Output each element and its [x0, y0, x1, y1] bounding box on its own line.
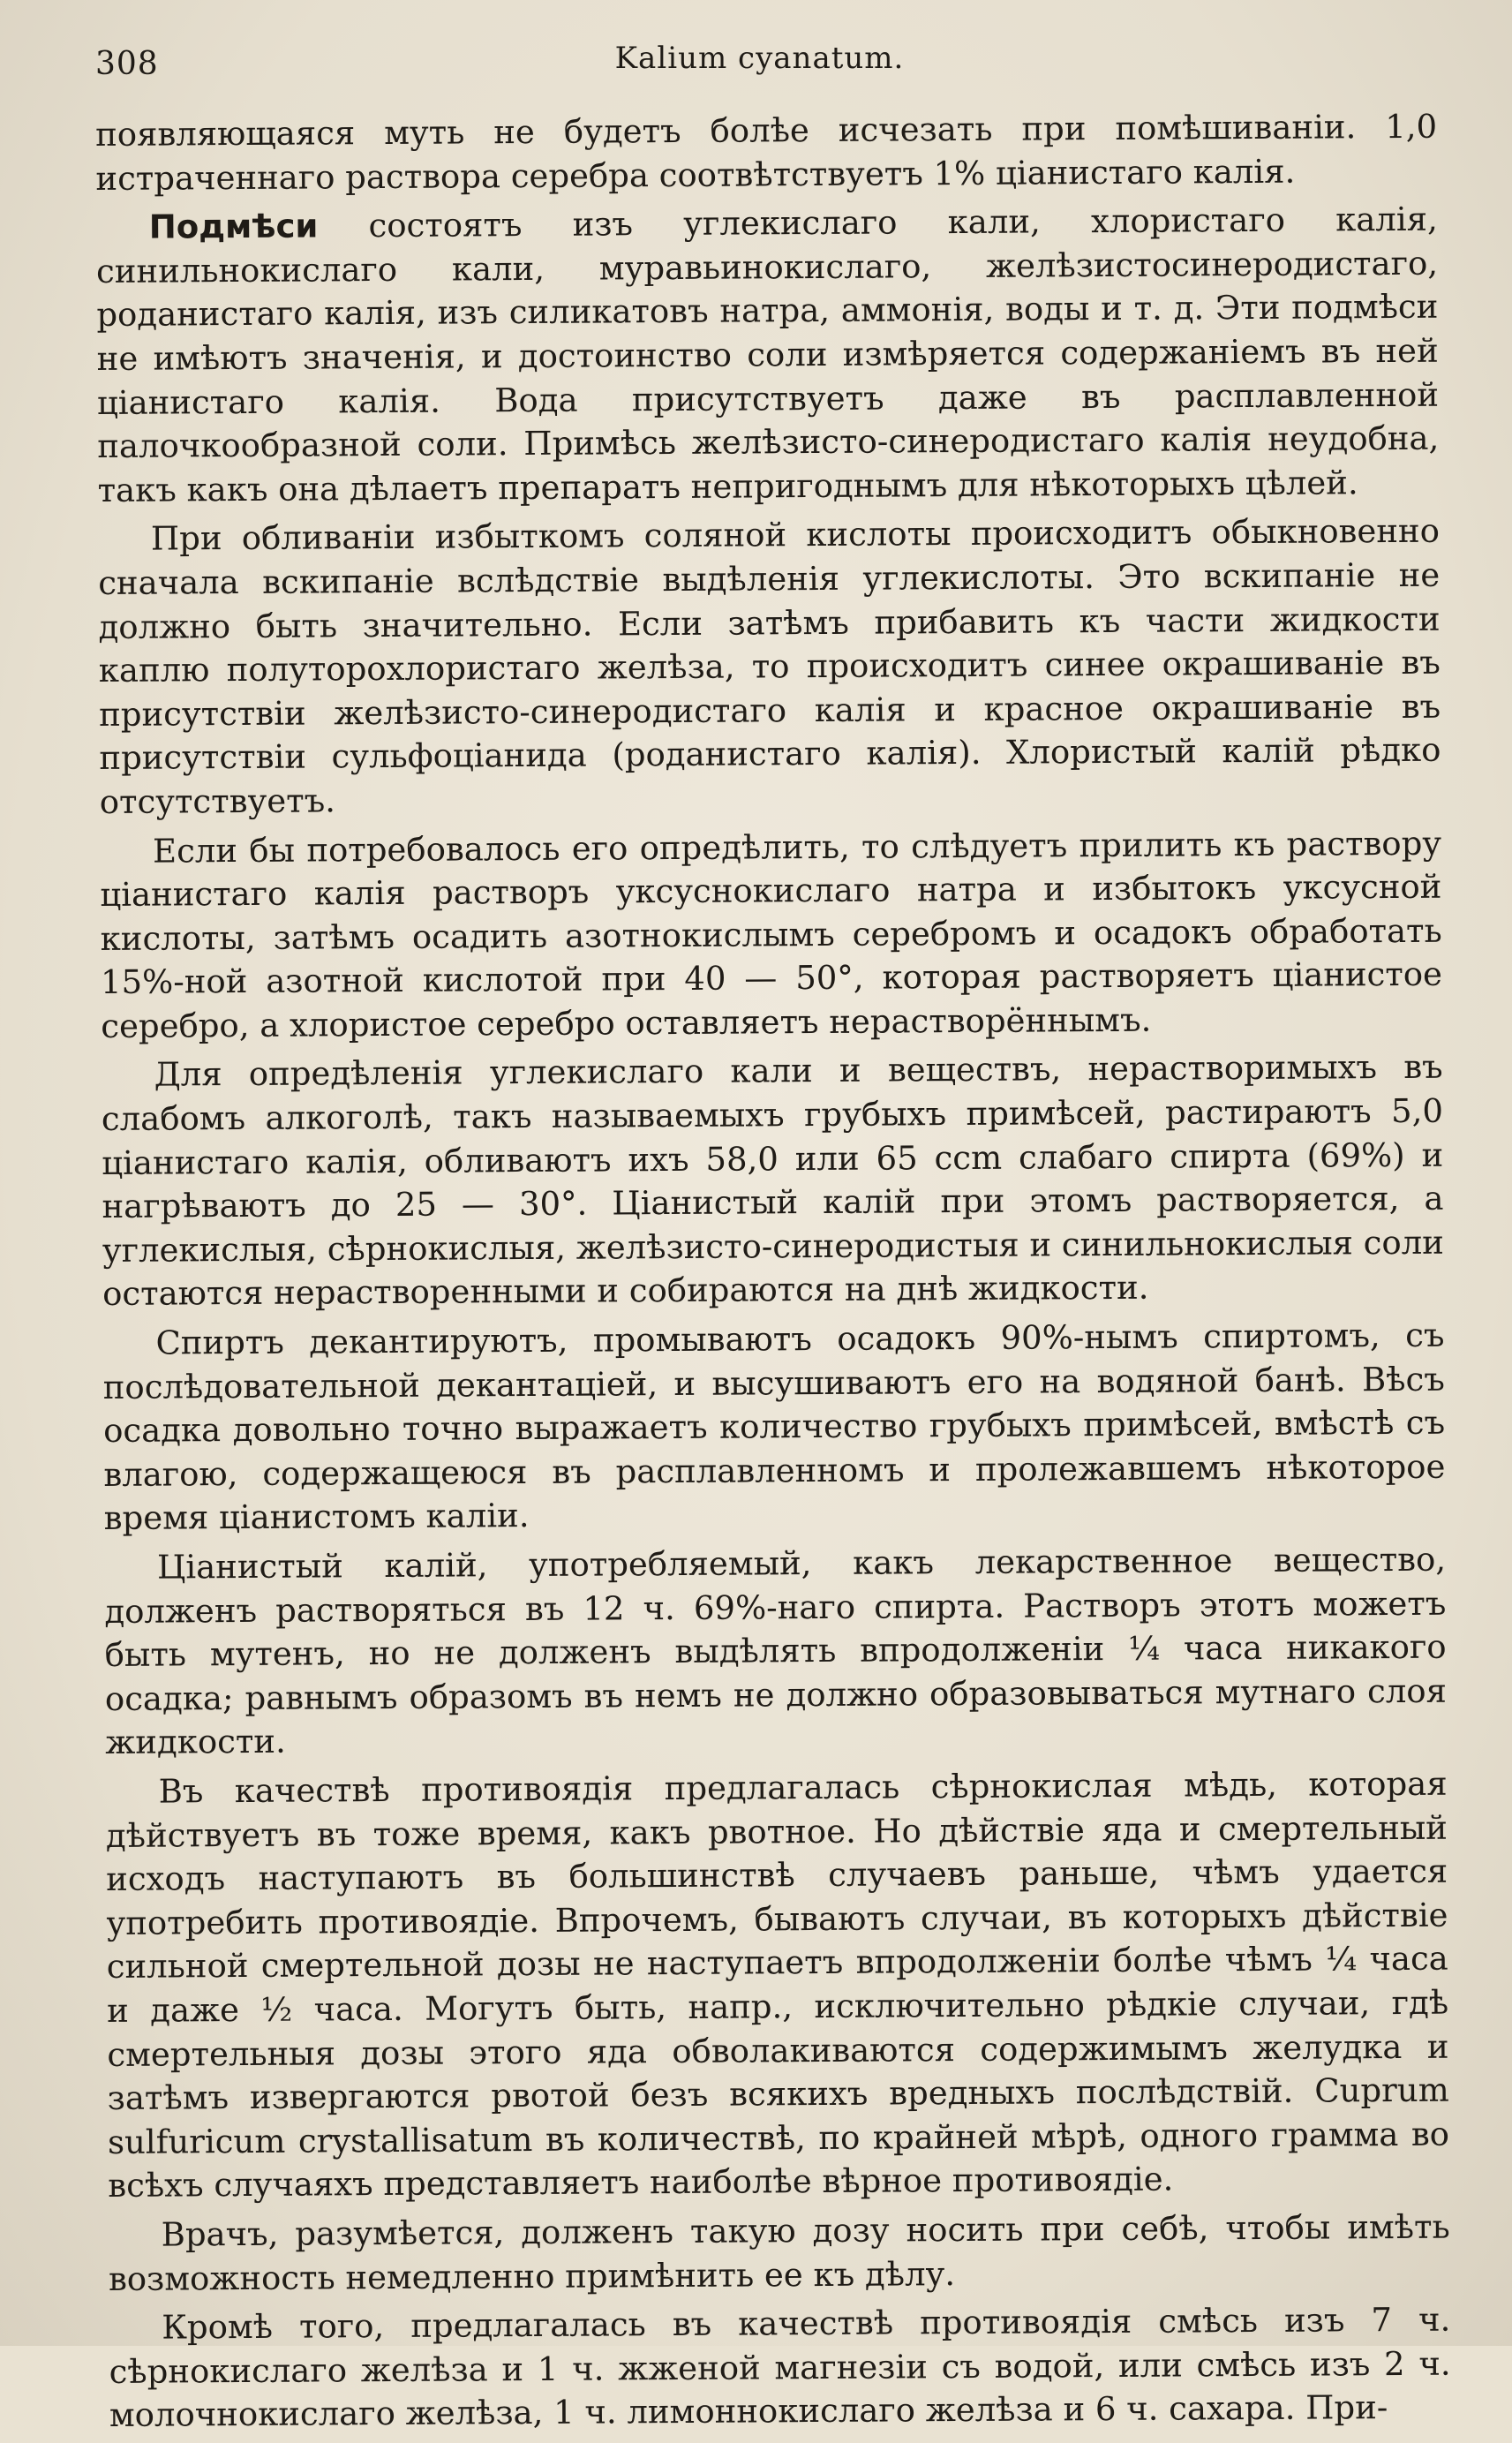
paragraph-text: При обливаніи избыткомъ соляной кислоты происходитъ обыкновенно сначала вскипаніе вслѣдствіе выдѣленія углекислоты. Это вскипаніе не должно быть значительно. Если затѣмъ прибавить къ части жидкости каплю полуторохлористаго желѣза, то происходитъ синее окрашиваніе въ присутствіи желѣзисто-синеродистаго калія и красное окрашиваніе въ присутствіи сульфоціанида (роданистаго калія). Хлористый калій рѣдко отсутствуетъ. — [98, 512, 1441, 821]
paragraph-text: Въ качествѣ противоядія предлагалась сѣрнокислая мѣдь, которая дѣйствуетъ въ тоже время, какъ рвотное. Но дѣйствіе яда и смертельный исходъ наступаютъ въ большинствѣ случаевъ раньше, чѣмъ удается употребить противоядіе. Впрочемъ, бываютъ случаи, въ которыхъ дѣйствіе сильной смертельной дозы не наступаетъ впродолженіи болѣе чѣмъ ¼ часа и даже ½ часа. Могутъ быть, напр., исключительно рѣдкіе случаи, гдѣ смертельныя дозы этого яда обволакиваются содержимымъ желудка и затѣмъ извергаются рвотой безъ всякихъ вредныхъ послѣдствій. Cuprum sulfuricum crystallisatum въ количествѣ, по крайней мѣрѣ, одного грамма во всѣхъ случаяхъ представляетъ наиболѣе вѣрное противоядіе. — [105, 1764, 1450, 2205]
page-number: 308 — [95, 46, 159, 82]
paragraph-solubility — [104, 1538, 1447, 1765]
paragraph-lead-term: Подмѣси — [148, 207, 319, 246]
paragraph-impurities — [96, 198, 1440, 512]
paragraph-text: Если бы потребовалось его опредѣлить, то слѣдуетъ прилить къ раствору ціанистаго калія растворъ уксуснокислаго натра и избытокъ уксусной кислоты, затѣмъ осадить азотнокислымъ серебромъ и осадокъ обработать 15%-ной азотной кислотой при 40 — 50°, которая растворяетъ ціанистое серебро, а хлористое серебро оставляетъ нерастворённымъ. — [100, 824, 1443, 1045]
paragraph-text: Кромѣ того, предлагалась въ качествѣ противоядія смѣсь изъ 7 ч. сѣрнокислаго желѣза и 1 ч. жженой магнезіи съ водой, или смѣсь изъ 2 ч. молочнокислаго желѣза, 1 ч. лимоннокислаго желѣза и 6 ч. сахара. При- — [109, 2300, 1451, 2435]
running-title: Kalium cyanatum. — [614, 41, 905, 76]
paragraph-hydrochloric-test — [98, 509, 1441, 824]
paragraph-decantation — [102, 1314, 1445, 1541]
paragraph-chloride-determination — [100, 821, 1442, 1048]
paragraph-antidote-iron — [109, 2298, 1451, 2438]
paragraph-text: Спиртъ декантируютъ, промываютъ осадокъ 90%-нымъ спиртомъ, съ послѣдовательной декантаціей, и высушиваютъ его на водяной банѣ. Вѣсъ осадка довольно точно выражаетъ количество грубыхъ примѣсей, вмѣстѣ съ влагою, содержащеюся въ расплавленномъ и пролежавшемъ нѣкоторое время ціанистомъ каліи. — [102, 1316, 1446, 1538]
paragraph-text: Для опредѣленія углекислаго кали и веществъ, нерастворимыхъ въ слабомъ алкоголѣ, такъ называемыхъ грубыхъ примѣсей, растираютъ 5,0 ціанистаго калія, обливаютъ ихъ 58,0 или 65 ccm слабаго спирта (69%) и нагрѣваютъ до 25 — 30°. Ціанистый калій при этомъ растворяется, а углекислыя, сѣрнокислыя, желѣзисто-синеродистыя и синильнокислыя соли остаются нерастворенными и собираются на днѣ жидкости. — [101, 1048, 1444, 1314]
page-header — [95, 39, 1424, 92]
paragraph-text: Ціанистый калій, употребляемый, какъ лекарственное вещество, долженъ растворяться въ 12 ч. 69%-наго спирта. Растворъ этотъ можетъ быть мутенъ, но не долженъ выдѣлять впродолженіи ¼ часа никакого осадка; равнымъ образомъ въ немъ не должно образовываться мутнаго слоя жидкости. — [104, 1540, 1448, 1762]
paragraph-carbonate-determination — [102, 1045, 1445, 1316]
paragraph-text: появляющаяся муть не будетъ болѣе исчезать при помѣшиваніи. 1,0 истраченнаго раствора серебра соотвѣтствуетъ 1% ціанистаго калія. — [95, 107, 1438, 198]
paragraph-continuation — [95, 105, 1438, 200]
paragraph-text: Врачъ, разумѣется, долженъ такую дозу носить при себѣ, чтобы имѣть возможность немедленно примѣнить ее къ дѣлу. — [108, 2207, 1450, 2298]
paragraph-antidote-copper — [105, 1762, 1449, 2208]
body-text — [95, 105, 1451, 2443]
paragraph-text: состоятъ изъ углекислаго кали, хлористаго калія, синильнокислаго кали, муравьинокислаго, желѣзистосинеродистаго, роданистаго калія, изъ силикатовъ натра, аммонія, воды и т. д. Эти подмѣси не имѣютъ значенія, и достоинство соли измѣряется содержаніемъ въ ней ціанистаго калія. Вода присутствуетъ даже въ расплавленной палочкообразной соли. Примѣсь желѣзисто-синеродистаго калія неудобна, такъ какъ она дѣлаетъ препаратъ непригоднымъ для нѣкоторыхъ цѣлей. — [95, 200, 1440, 509]
paragraph-physician — [109, 2205, 1451, 2301]
